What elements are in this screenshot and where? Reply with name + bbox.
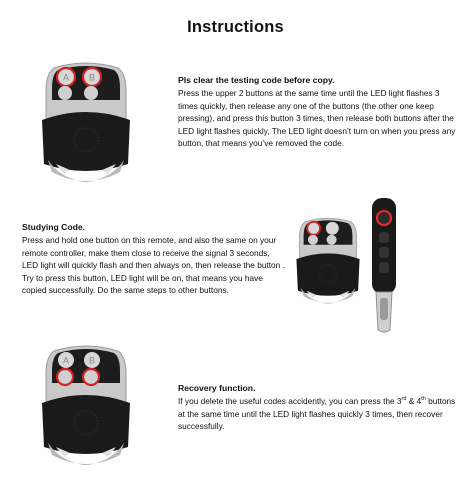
remote-button-a-label: A [62,355,70,366]
recovery-body-part3: buttons at the same time until the LED light flashes quickly 3 times, then recover successfully. [178,396,456,432]
studying-code-section [22,221,286,296]
remote-button-d [327,235,337,245]
page-title: Instructions [187,18,284,36]
clear-code-body: Press the upper 2 buttons at the same time until the LED light flashes 3 times quickly, then release any one of the buttons (the other one keep pressing), and press this button 3 times, then release both buttons after the LED light flashes quickly, The LED light doesn’t turn on when you press any button, that means you’ve removed the code. [178,88,456,149]
remote-button-c [308,235,318,245]
recovery-section [178,382,460,433]
recovery-sup-th: th [421,396,426,403]
recovery-sup-rd: rd [401,396,407,403]
remote-button-d [83,369,99,385]
studying-code-body: Press and hold one button on this remote, and also the same on your remote controller, make them close to receive the signal 3 seconds, LED light will quickly flash and then always on, then release the button . Try to press this button, LED light will be on, that means you have copied successfully. Do the same steps to other buttons. [22,235,285,296]
original-remote-icon [366,196,402,334]
studying-code-heading: Studying Code. [22,222,86,232]
remote-button-b-label: B [88,72,96,83]
clear-code-section [178,74,460,149]
remote-button-c [57,369,73,385]
key-fob-remote-recovery-icon [40,343,132,471]
remote-button-b-label: B [88,355,96,366]
remote-button-a-label: A [62,72,70,83]
remote-button-d [84,86,98,100]
recovery-body-part2: & 4 [406,396,422,407]
original-remote-highlighted-button [377,211,391,225]
key-fob-remote-study-icon [295,210,361,314]
recovery-body-part1: If you delete the useful codes accidently, you can press the 3 [178,396,402,407]
key-fob-remote-clear-icon [40,60,132,188]
clear-code-heading: Pls clear the testing code before copy. [178,75,335,85]
remote-button-b [326,222,339,235]
recovery-heading: Recovery function. [178,383,256,393]
remote-button-a [307,222,320,235]
remote-button-c [58,86,72,100]
recovery-body [178,395,460,432]
